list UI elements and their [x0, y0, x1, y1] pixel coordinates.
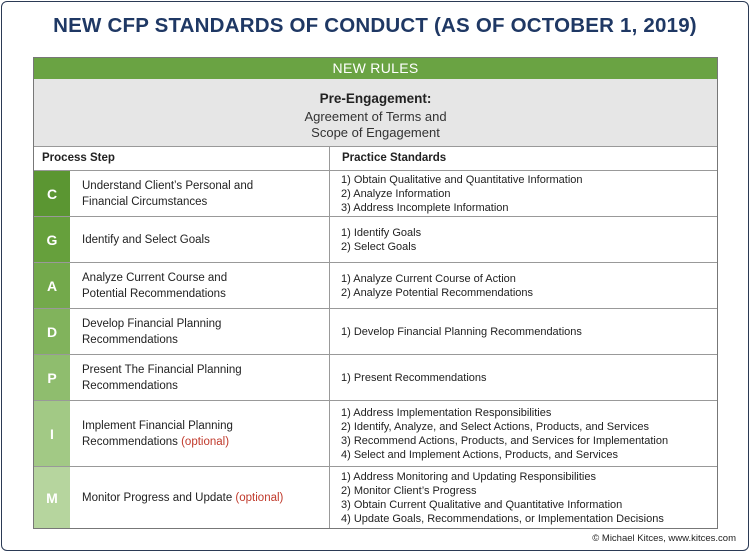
practice-standard-item: 3) Address Incomplete Information [341, 201, 509, 214]
process-step [82, 309, 322, 354]
process-step-line [82, 332, 322, 348]
table-row [34, 171, 717, 217]
table-row [34, 467, 717, 528]
standards-table [33, 57, 718, 529]
process-step-text: Implement Financial Planning [82, 419, 233, 432]
process-step [82, 467, 322, 528]
process-step-text: Monitor Progress and Update [82, 491, 233, 504]
process-step-text: Understand Client’s Personal and [82, 179, 254, 192]
practice-standard-item: 3) Obtain Current Qualitative and Quantitative Information [341, 498, 623, 511]
practice-standard-item: 1) Analyze Current Course of Action [341, 272, 516, 285]
process-step-text: Identify and Select Goals [82, 233, 210, 246]
practice-standards [341, 217, 716, 262]
optional-tag: (optional) [181, 435, 230, 448]
process-step-line [82, 178, 322, 194]
optional-tag: (optional) [235, 491, 284, 504]
practice-standards [341, 309, 716, 354]
practice-standard-item: 1) Address Implementation Responsibilities [341, 406, 552, 419]
practice-standard-item: 4) Select and Implement Actions, Products, and Services [341, 448, 618, 461]
step-letter: M [34, 467, 70, 528]
process-step-text: Potential Recommendations [82, 287, 226, 300]
process-step-text: Recommendations [82, 379, 178, 392]
process-step-line [82, 490, 322, 506]
process-step-text: Recommendations [82, 435, 178, 448]
credit: © Michael Kitces, www.kitces.com [592, 533, 736, 544]
practice-standards-header: Practice Standards [342, 152, 447, 164]
process-step [82, 355, 322, 400]
practice-standard-item: 1) Obtain Qualitative and Quantitative Information [341, 173, 583, 186]
process-step-text: Recommendations [82, 333, 178, 346]
process-step [82, 401, 322, 466]
process-step-header: Process Step [42, 152, 115, 164]
step-letter: G [34, 217, 70, 262]
process-step-text: Financial Circumstances [82, 195, 208, 208]
process-step-text: Analyze Current Course and [82, 271, 228, 284]
process-step-line [82, 418, 322, 434]
process-step-line [82, 434, 322, 450]
process-step-line [82, 286, 322, 302]
practice-standards [341, 355, 716, 400]
table-row [34, 217, 717, 263]
practice-standard-item: 3) Recommend Actions, Products, and Services for Implementation [341, 434, 669, 447]
practice-standard-item: 1) Identify Goals [341, 226, 422, 239]
practice-standard-item: 2) Identify, Analyze, and Select Actions, Products, and Services [341, 420, 649, 433]
page-title: NEW CFP STANDARDS OF CONDUCT (AS OF OCTOBER 1, 2019) [53, 14, 697, 37]
process-step-line [82, 378, 322, 394]
process-step-text: Develop Financial Planning [82, 317, 222, 330]
step-letter: I [34, 401, 70, 466]
process-step [82, 263, 322, 308]
step-letter: A [34, 263, 70, 308]
pre-engagement-section [34, 79, 717, 147]
process-step-line [82, 232, 322, 248]
practice-standards [341, 467, 716, 528]
process-step [82, 217, 322, 262]
process-step-line [82, 316, 322, 332]
table-row [34, 263, 717, 309]
step-letter: C [34, 171, 70, 216]
process-step-line [82, 194, 322, 210]
practice-standard-item: 4) Update Goals, Recommendations, or Implementation Decisions [341, 512, 664, 525]
practice-standard-item: 1) Address Monitoring and Updating Responsibilities [341, 470, 596, 483]
practice-standard-item: 2) Analyze Potential Recommendations [341, 286, 533, 299]
process-step [82, 171, 322, 216]
process-step-text: Present The Financial Planning [82, 363, 242, 376]
practice-standards [341, 263, 716, 308]
pre-engagement-heading: Pre-Engagement: [319, 91, 432, 106]
practice-standard-item: 2) Monitor Client’s Progress [341, 484, 477, 497]
process-step-line [82, 362, 322, 378]
table-row [34, 401, 717, 467]
table-row [34, 355, 717, 401]
practice-standard-item: 1) Present Recommendations [341, 371, 487, 384]
practice-standards [341, 401, 716, 466]
practice-standard-item: 2) Analyze Information [341, 187, 451, 200]
process-step-line [82, 270, 322, 286]
new-rules-banner: NEW RULES [34, 58, 717, 79]
practice-standards [341, 171, 716, 216]
table-row [34, 309, 717, 355]
step-letter: D [34, 309, 70, 354]
practice-standard-item: 1) Develop Financial Planning Recommendations [341, 325, 582, 338]
pre-engagement-line2: Scope of Engagement [311, 125, 440, 140]
practice-standard-item: 2) Select Goals [341, 240, 417, 253]
step-letter: P [34, 355, 70, 400]
pre-engagement-line1: Agreement of Terms and [304, 109, 447, 124]
table-header [34, 147, 717, 171]
